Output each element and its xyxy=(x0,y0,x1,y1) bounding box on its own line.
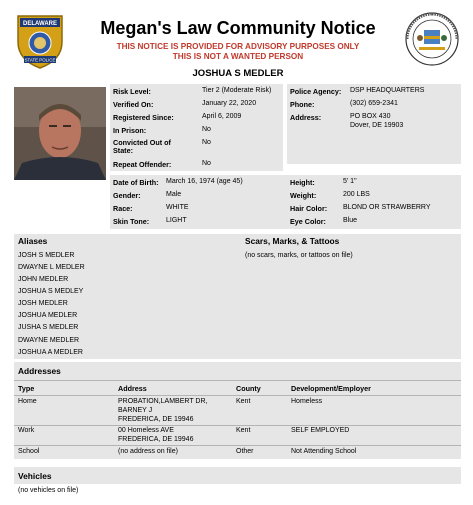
alias-item: JOHN MEDLER xyxy=(18,276,69,283)
scars-title: Scars, Marks, & Tattoos xyxy=(245,236,340,246)
alias-item: DWAYNE MEDLER xyxy=(18,337,80,344)
svg-text:DELAWARE: DELAWARE xyxy=(22,21,58,27)
address-header-county: County xyxy=(236,384,261,393)
address-county: Kent xyxy=(236,427,251,434)
alias-item: JOSH S MEDLER xyxy=(18,252,75,259)
police-agency-value: DSP HEADQUARTERS xyxy=(350,87,425,94)
agency-address-line-1: PO BOX 430 xyxy=(350,113,391,120)
physical-description-panel xyxy=(110,175,461,229)
race-value: WHITE xyxy=(166,204,189,211)
offender-photo xyxy=(14,87,106,180)
address-header-address: Address xyxy=(118,384,147,393)
repeat-offender-label: Repeat Offender: xyxy=(113,160,172,169)
risk-level-value: Tier 2 (Moderate Risk) xyxy=(202,87,272,94)
vehicles-title: Vehicles xyxy=(18,471,52,481)
advisory-notice xyxy=(88,42,388,62)
aliases-title: Aliases xyxy=(18,236,48,246)
convicted-label xyxy=(113,139,171,155)
hair-color-label: Hair Color: xyxy=(290,204,328,213)
address-line: BARNEY J xyxy=(118,407,153,414)
height-value: 5' 1" xyxy=(343,178,357,185)
weight-label: Weight: xyxy=(290,191,317,200)
address-type: Home xyxy=(18,398,37,405)
phone-label: Phone: xyxy=(290,100,315,109)
page-title: Megan's Law Community Notice xyxy=(100,18,376,38)
address-label: Address: xyxy=(290,113,322,122)
address-county: Kent xyxy=(236,398,251,405)
police-agency-label: Police Agency: xyxy=(290,87,342,96)
addresses-title: Addresses xyxy=(18,366,61,376)
row-divider xyxy=(14,425,461,426)
state-seal xyxy=(405,12,459,66)
advisory-line-1: THIS NOTICE IS PROVIDED FOR ADVISORY PURPOSES ONLY xyxy=(116,42,360,51)
alias-item: JOSHUA A MEDLER xyxy=(18,349,83,356)
address-line: FREDERICA, DE 19946 xyxy=(118,436,194,443)
vehicles-panel xyxy=(14,467,461,484)
address-header-type: Type xyxy=(18,384,35,393)
advisory-line-2: THIS IS NOT A WANTED PERSON xyxy=(172,52,304,61)
convicted-label-line-2: State: xyxy=(113,146,133,155)
skin-tone-value: LIGHT xyxy=(166,217,187,224)
risk-level-label: Risk Level: xyxy=(113,87,151,96)
hair-color-value: BLOND OR STRAWBERRY xyxy=(343,204,431,211)
address-header-employer: Development/Employer xyxy=(291,384,371,393)
alias-item: JOSHUA MEDLER xyxy=(18,312,78,319)
dob-value: March 16, 1974 (age 45) xyxy=(166,178,243,185)
gender-value: Male xyxy=(166,191,182,198)
address-employer: Homeless xyxy=(291,398,323,405)
registered-value: April 6, 2009 xyxy=(202,113,242,120)
scars-text: (no scars, marks, or tattoos on file) xyxy=(245,252,353,259)
gender-label: Gender: xyxy=(113,191,141,200)
row-divider xyxy=(14,445,461,446)
address-type: Work xyxy=(18,427,35,434)
eye-color-value: Blue xyxy=(343,217,358,224)
skin-tone-label: Skin Tone: xyxy=(113,217,150,226)
agency-address-line-2: Dover, DE 19903 xyxy=(350,122,404,129)
repeat-offender-value: No xyxy=(202,160,211,167)
convicted-value: No xyxy=(202,139,211,146)
phone-value: (302) 659-2341 xyxy=(350,100,398,107)
eye-color-label: Eye Color: xyxy=(290,217,326,226)
registered-label: Registered Since: xyxy=(113,113,174,122)
alias-item: JOSH MEDLER xyxy=(18,300,68,307)
race-label: Race: xyxy=(113,204,133,213)
convicted-label-line-1: Convicted Out of xyxy=(113,138,171,147)
height-label: Height: xyxy=(290,178,315,187)
in-prison-label: In Prison: xyxy=(113,126,147,135)
svg-text:STATE POLICE: STATE POLICE xyxy=(24,57,56,63)
address-county: Other xyxy=(236,448,254,455)
dob-label: Date of Birth: xyxy=(113,178,159,187)
state-police-badge xyxy=(14,12,66,70)
in-prison-value: No xyxy=(202,126,211,133)
weight-value: 200 LBS xyxy=(343,191,370,198)
offender-name: JOSHUA S MEDLER xyxy=(192,68,284,79)
address-type: School xyxy=(18,448,40,455)
address-line: FREDERICA, DE 19946 xyxy=(118,416,194,423)
alias-item: JOSHUA S MEDLEY xyxy=(18,288,84,295)
address-employer: SELF EMPLOYED xyxy=(291,427,350,434)
vehicles-text: (no vehicles on file) xyxy=(18,487,79,494)
address-text: (no address on file) xyxy=(118,448,178,455)
address-line: PROBATION,LAMBERT DR, xyxy=(118,398,208,405)
alias-item: JUSHA S MEDLER xyxy=(18,324,79,331)
address-employer: Not Attending School xyxy=(291,448,357,455)
verified-label: Verified On: xyxy=(113,100,154,109)
address-text xyxy=(118,426,193,444)
addresses-title-divider xyxy=(14,380,461,381)
aliases-scars-panel xyxy=(14,234,461,359)
address-text xyxy=(118,397,207,424)
verified-value: January 22, 2020 xyxy=(202,100,257,107)
address-line: 00 Homeless AVE xyxy=(118,427,174,434)
agency-address xyxy=(350,112,403,130)
alias-item: DWAYNE L MEDLER xyxy=(18,264,85,271)
